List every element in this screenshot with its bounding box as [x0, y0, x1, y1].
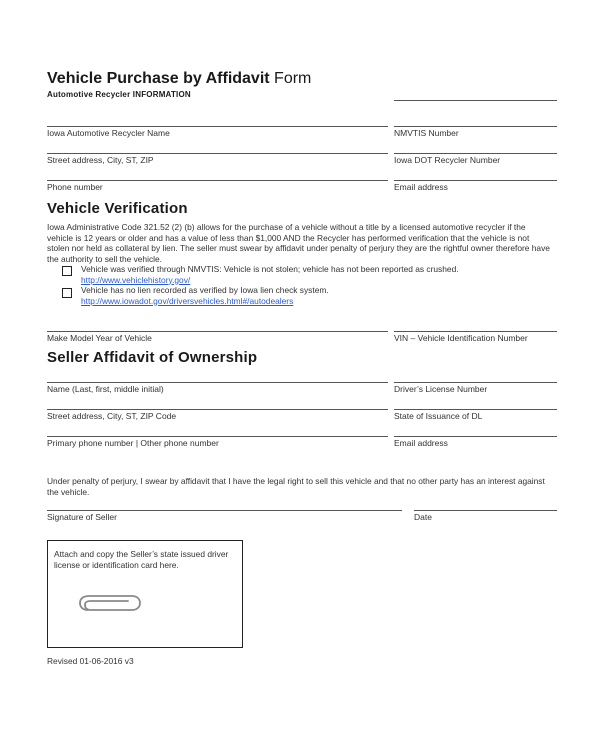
lien-check-text [81, 285, 329, 306]
recycler-name-label: Iowa Automotive Recycler Name [47, 128, 170, 138]
form-title-bold: Vehicle Purchase by Affidavit [47, 70, 270, 87]
form-title [47, 70, 311, 88]
recycler-email-label: Email address [394, 182, 448, 192]
form-title-rest: Form [269, 70, 312, 87]
seller-signature-label: Signature of Seller [47, 512, 117, 522]
drivers-license-field[interactable] [394, 382, 557, 383]
seller-phone-field[interactable] [47, 436, 388, 437]
seller-name-field[interactable] [47, 382, 388, 383]
vin-field[interactable] [394, 331, 557, 332]
seller-address-field[interactable] [47, 409, 388, 410]
recycler-phone-label: Phone number [47, 182, 103, 192]
make-model-year-field[interactable] [47, 331, 388, 332]
recycler-address-field[interactable] [47, 153, 388, 154]
seller-email-field[interactable] [394, 436, 557, 437]
dl-state-label: State of Issuance of DL [394, 411, 483, 421]
revision-note: Revised 01-06-2016 v3 [47, 656, 134, 666]
dl-state-field[interactable] [394, 409, 557, 410]
seller-email-label: Email address [394, 438, 448, 448]
attachment-instructions: Attach and copy the Seller’s state issued driver license or identification card here. [54, 549, 229, 570]
signature-date-label: Date [414, 512, 432, 522]
vin-label: VIN – Vehicle Identification Number [394, 333, 528, 343]
signature-date-field[interactable] [414, 510, 557, 511]
paperclip-icon [76, 593, 142, 613]
seller-affidavit-heading: Seller Affidavit of Ownership [47, 349, 258, 366]
seller-signature-field[interactable] [47, 510, 402, 511]
lien-check-label: Vehicle has no lien recorded as verified by Iowa lien check system. [81, 285, 329, 295]
vehicle-verification-heading: Vehicle Verification [47, 200, 188, 217]
license-attachment-box[interactable] [47, 540, 243, 648]
nmvtis-number-label: NMVTIS Number [394, 128, 459, 138]
seller-name-label: Name (Last, first, middle initial) [47, 384, 164, 394]
seller-phone-label: Primary phone number | Other phone number [47, 438, 219, 448]
seller-address-label: Street address, City, ST, ZIP Code [47, 411, 177, 421]
vehiclehistory-link[interactable]: http://www.vehiclehistory.gov/ [81, 274, 191, 285]
dot-recycler-number-label: Iowa DOT Recycler Number [394, 155, 501, 165]
recycler-address-label: Street address, City, ST, ZIP [47, 155, 154, 165]
drivers-license-label: Driver’s License Number [394, 384, 488, 394]
recycler-phone-field[interactable] [47, 180, 388, 181]
nmvtis-number-field[interactable] [394, 126, 557, 127]
iowa-code-paragraph: Iowa Administrative Code 321.52 (2) (b) allows for the purchase of a vehicle without a title by a licensed automotive recycler if the vehicle is 12 years or older and has a value of less than $1,000 AND the Recycler has performed verification that the vehicle is not stolen nor held as collateral by lien. The seller must swear by affidavit under penalty of perjury they are the rightful owner therefore have the authority to sell the vehicle. [47, 222, 550, 264]
form-subtitle: Automotive Recycler INFORMATION [47, 90, 191, 99]
recycler-header-line[interactable] [394, 100, 557, 101]
lien-check-checkbox[interactable] [62, 288, 72, 298]
recycler-name-field[interactable] [47, 126, 388, 127]
iowadot-link[interactable]: http://www.iowadot.gov/driversvehicles.html#/autodealers [81, 295, 294, 306]
nmvtis-verified-checkbox[interactable] [62, 266, 72, 276]
make-model-year-label: Make Model Year of Vehicle [47, 333, 152, 343]
nmvtis-verified-label: Vehicle was verified through NMVTIS: Vehicle is not stolen; vehicle has not been reported as crushed. [81, 264, 459, 274]
nmvtis-verified-text [81, 264, 459, 285]
perjury-statement: Under penalty of perjury, I swear by affidavit that I have the legal right to sell this vehicle and that no other party has an interest against the vehicle. [47, 476, 545, 497]
recycler-email-field[interactable] [394, 180, 557, 181]
dot-recycler-number-field[interactable] [394, 153, 557, 154]
